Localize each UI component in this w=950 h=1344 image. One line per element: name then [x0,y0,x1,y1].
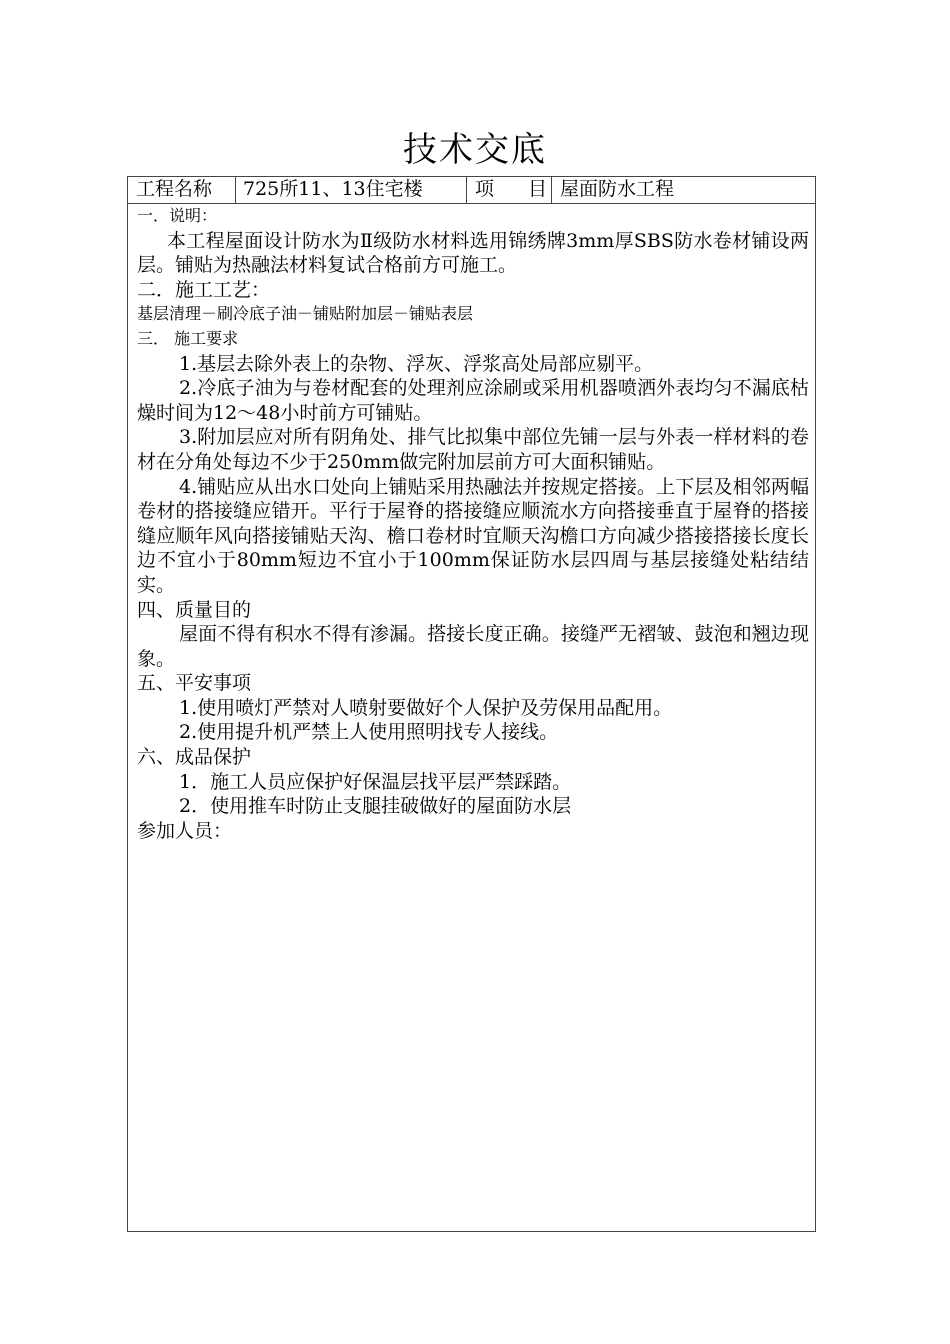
section-1-text: 本工程屋面设计防水为Ⅱ级防水材料选用锦绣牌3mm厚SBS防水卷材铺设两层。铺贴为热融法材料复试合格前方可施工。 [137,229,809,277]
section-3-heading: 三． 施工要求 [137,328,239,348]
section-3-item: 2.冷底子油为与卷材配套的处理剂应涂刷或采用机器喷洒外表均匀不漏底枯燥时间为12～48小时前方可铺贴。 [137,377,809,424]
section-3-item: 3.附加层应对所有阴角处、排气比拟集中部位先铺一层与外表一样材料的卷材在分角处每边不少于250mm做完附加层前方可大面积铺贴。 [137,426,809,473]
section-1-heading: 一．说明： [137,206,218,225]
header-row [128,177,815,204]
document-title: 技术交底 [403,130,547,170]
participants-label: 参加人员： [137,819,233,842]
section-5-item: 2.使用提升机严禁上人使用照明找专人接线。 [179,721,559,744]
section-6-heading: 六、成品保护 [137,746,252,769]
item-value: 屋面防水工程 [560,178,675,200]
section-6-item: 1．施工人员应保护好保温层找平层严禁踩踏。 [179,770,572,793]
disclosure-table [127,176,816,1232]
section-5-item: 1.使用喷灯严禁对人喷射要做好个人保护及劳保用品配用。 [179,696,673,719]
section-4-heading: 四、质量目的 [137,598,252,621]
section-5-heading: 五、平安事项 [137,672,252,695]
section-4-text: 屋面不得有积水不得有渗漏。搭接长度正确。接缝严无褶皱、鼓泡和翘边现象。 [137,623,809,670]
section-3-item: 4.铺贴应从出水口处向上铺贴采用热融法并按规定搭接。上下层及相邻两幅卷材的搭接缝应错开。平行于屋脊的搭接缝应顺流水方向搭接垂直于屋脊的搭接缝应顺年风向搭接铺贴天沟、檐口卷材时宜顺天沟檐口方向减少搭接搭接长度长边不宜小于80mm短边不宜小于100mm保证防水层四周与基层接缝处粘结结实。 [137,475,809,596]
section-2-heading: 二．施工工艺： [137,278,271,301]
disclosure-body [137,204,809,843]
section-2-text: 基层清理－刷冷底子油－铺贴附加层－铺贴表层 [137,304,474,324]
item-label: 项 目 [467,177,552,203]
project-name-label: 工程名称 [128,177,236,203]
section-3-item: 1.基层去除外表上的杂物、浮灰、浮浆高处局部应剔平。 [179,352,654,375]
project-name-value: 725所11、13住宅楼 [236,177,467,203]
section-6-item: 2．使用推车时防止支腿挂破做好的屋面防水层 [179,795,572,818]
